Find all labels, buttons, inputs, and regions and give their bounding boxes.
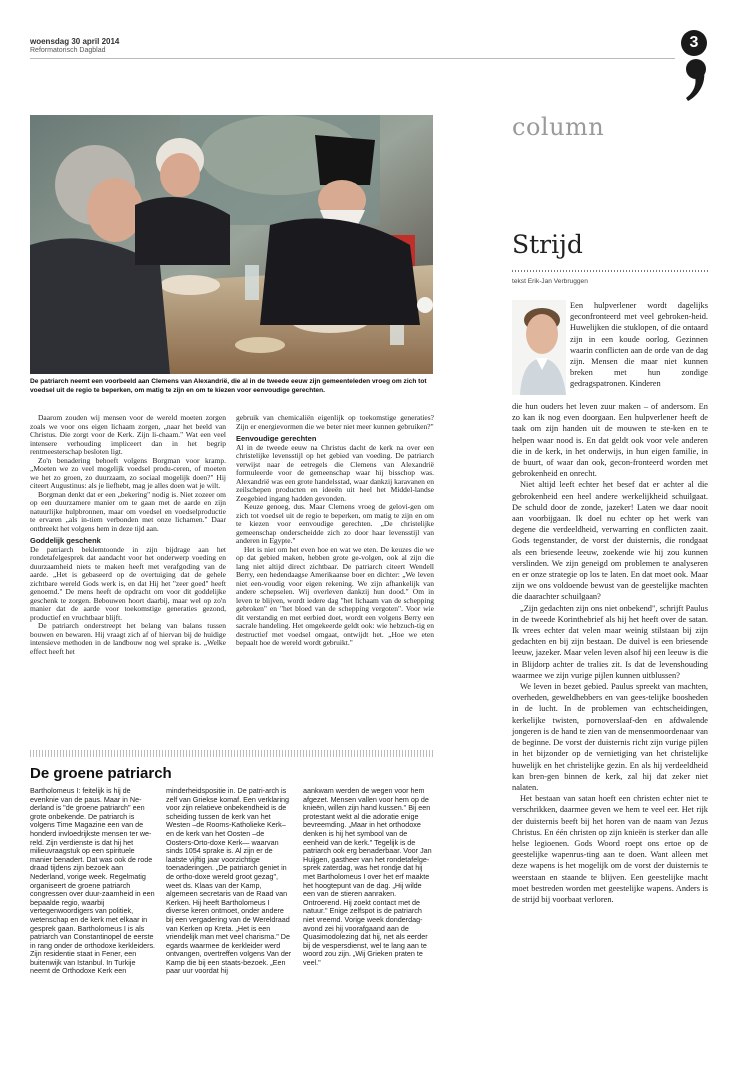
patriarch-dinner-photo [30, 115, 433, 374]
paragraph: Borgman denkt dat er een „bekering" nodig is. Niet zozeer om op een duurzamere manier om te gaan met de aarde en zijn natuurlijke hulpbronnen, maar om voedsel en voedselproductie te ervaren „als in-tiem verbonden met onze lichamen." Daar ontbreekt het volgens hem in deze tijd aan. [30, 489, 226, 533]
paragraph: Zo'n benadering behoeft volgens Borgman voor kramp. „Moeten we zo veel mogelijk voedsel produ-ceren, of moeten we het zo groen, zo duurzaam, zo sociaal mogelijk doen?" Hij citeert Augustinus: als je liefhebt, mag je alles doen wat je wilt. [30, 455, 226, 490]
section-label: column [512, 113, 605, 141]
subheading-eenvoudige-gerechten: Eenvoudige gerechten [236, 434, 317, 443]
page-number: 3 [681, 30, 707, 56]
article-column-2 [236, 414, 434, 648]
paragraph: Bartholomeus I: feitelijk is hij de evenknie van de paus. Maar in Ne-derland is "de groene patriarch" een grote onbekende. De patriarch is volgens Time Magazine een van de honderd invloedrijkste mensen ter we-reld. Zijn verdienste is dat hij het milieuvraagstuk op een spirituele manier benadert. Dat was ook de rode draad tijdens zijn bezoek aan Nederland, vorige week. Regelmatig organiseert de groene patriarch congressen over duur-zaamheid in een bepaalde regio, waarbij vertegenwoordigers van politiek, wetenschap en de kerk met elkaar in gesprek gaan. Bartholomeus I is als patriarch van Constantinopel de eerste in rang onder de orthodoxe kerkleiders. Zijn residentie staat in Fener, een buitenwijk van Istanbul. In Turkije neemt de Orthodoxe Kerk een [30, 786, 156, 976]
column-body [512, 401, 708, 905]
author-portrait [512, 300, 566, 395]
paragraph: Daarom zouden wij mensen voor de wereld moeten zorgen zoals we voor ons eigen lichaam zorgen, „naar het beeld van Christus. Die zorgt voor de Kerk. Zijn li-chaam." Wat een veel intensere verhouding impliceert dan in het begrip rentmeesterschap besloten ligt. [30, 413, 226, 456]
paragraph: Het bestaan van satan hoeft een christen echter niet te verschrikken, daarmee geven we hem te veel eer. Het rijk der duisternis beeft bij het horen van de naam van Jezus Christus. En één christen op zijn knieën is sterker dan alle helse legioenen. Gods Woord roept ons ertoe op de geestelijke wapenrus-ting aan te doen. Want alleen met deze wapens is het mogelijk om de vorst der duisternis te weerstaan en staande te blijven. Een geestelijke macht moet bestreden worden met geestelijke wapens. Anders is de strijd bij voorbaat verloren. [512, 794, 708, 904]
paragraph: Keuze genoeg, dus. Maar Clemens vroeg de gelovi-gen om zich tot voedsel uit de regio te beperken, om matig te zijn en om te kiezen voor eenvoudige gerechten. „De christelijke gemeenschap onderscheidde zich zo door haar levensstijl van anderen in Egypte." [236, 502, 434, 545]
box-column-3 [303, 787, 433, 967]
photo-caption: De patriarch neemt een voorbeeld aan Clemens van Alexandrië, die al in de tweede eeuw zijn gemeenteleden vroeg om zich tot voedsel uit de regio te beperken, om matig te zijn en om te kiezen voor eenvoudige gerechten. [30, 378, 427, 394]
paragraph: Niet altijd leeft echter het besef dat er achter al die gebrokenheid een heel andere werkelijkheid schuilgaat. De schuld door de zonde, jazeker! Laten we daar nooit aan voorbijgaan. Ik doel nu echter op het werk van degene die verdeeldheid, verwarring en conflicten zaait. Gods tegenstander, de vorst der duisternis, die rondgaat als een briesende leeuw, zoekende wie hij zou kunnen verslinden. We zijn geneigd om problemen te analyseren en er onze strategie op los te laten. En dat moet ook. Maar zijn we ons voldoende bewust van de geestelijke machten die daarachter schuilgaan? [512, 480, 708, 602]
paragraph: minderheidspositie in. De patri-arch is zelf van Griekse komaf. Een verklaring voor zijn relatieve onbekendheid is de scheiding tussen de kerk van het Westen –de Rooms-Katholieke Kerk– en de kerk van het Oosten –de Oosters-Orto-doxe Kerk— waarvan sinds 1054 sprake is. Al zijn er de laatste vijftig jaar voorzichtige toenaderingen. „De patriarch geniet in de ortho-doxe wereld groot gezag", weet ds. Klaas van der Kamp, algemeen secretaris van de Raad van Kerken. Hij heeft Bartholomeus I diverse keren ontmoet, onder andere bij een vergadering van de Wereldraad van Kerken op Kreta. „Het is een vriendelijk man met veel charisma." De egards waarmee de kerkleider werd ontvangen, overtreffen volgens Van der Kamp die bij een staats-bezoek. „Een paar uur voordat hij [166, 786, 292, 976]
article-column-1 [30, 414, 226, 656]
paragraph: Een hulpverlener wordt dagelijks geconfronteerd met veel gebroken-heid. Huwelijken die stuklopen, of die ontaard zijn in een koude oorlog. Gezinnen waarin conflicten aan de orde van de dag zijn. Mensen die maar niet kunnen breken met hun zondige gedragspatronen. Kinderen [570, 301, 708, 389]
paragraph: We leven in bezet gebied. Paulus spreekt van machten, overheden, geweldhebbers en van gees-telijke boosheden in de lucht. In de problemen van echtscheidingen, kerkelijke twisten, pornoverslaaf-den en afdwalende jongeren is de hand te zien van de mensenmoordenaar van de beginne. De vorst der duisternis richt zijn vurige pijlen in het bijzonder op de vernietiging van het christelijke huwelijk en het christelijke gezin. En als hij verdeeldheid kan bren-gen binnen de kerk, zal hij dat zeker niet nalaten. [512, 682, 708, 792]
issue-date: woensdag 30 april 2014 [30, 37, 120, 46]
paragraph: „Zijn gedachten zijn ons niet onbekend", schrijft Paulus in de tweede Korinthebrief als hij het heeft over de satan. Ik vrees echter dat velen maar weinig stilstaan bij zijn gedachten en bij zijn bestaan. De duivel is een briesende leeuw, jazeker. Maar velen leven alsof hij een leeuw is die in Blijdorp achter de tralies zit. Is dat de levenshouding waarmee we zijn vurige pijlen kunnen uitblussen? [512, 603, 708, 680]
article-photo [30, 115, 433, 374]
dotted-rule [512, 270, 708, 272]
subheading-goddelijk-geschenk: Goddelijk geschenk [30, 536, 101, 545]
publication-name: Reformatorisch Dagblad [30, 47, 106, 54]
paragraph: die hun ouders het leven zuur maken – of andersom. En zo kan ik nog even doorgaan. Een hulpverlener heeft de taak om zijn handen uit de mouwen te ste-ken en te helpen waar nood is. En dat geldt ook voor vele anderen die in de kerk, in het onderwijs, in hun eigen familie, in de buurt, of waar dan ook, gecon-fronteerd worden met gebrokenheid en onrecht. [512, 402, 708, 479]
hatch-divider [30, 750, 434, 757]
box-title: De groene patriarch [30, 765, 172, 782]
paragraph: aankwam werden de wegen voor hem afgezet. Mensen vallen voor hem op de knieën, willen zijn hand kussen." Bij een protestant wekt al die adoratie enige bevreemding. „Maar in het orthodoxe denken is hij het symbool van de eenheid van de kerk." Tegelijk is de patriarch ook erg benaderbaar. Voor Jan Huijgen, gastheer van het rondetafelge-sprek zaterdag, was het rondje dat hij met Bartholomeus I over het erf maakte het hoogtepunt van de dag. „Hij wilde een van de stieren aanraken. Ontroerend. Hij zoekt contact met de natuur." Enige zelfspot is de patriarch niet vreemd. Vorige week donderdag-avond zei hij voorafgaand aan de Quasimodolezing dat hij, net als eerder bij de vespersdienst, wel te lang aan te woord zou zijn. „Wij Grieken praten te veel." [303, 786, 432, 967]
paragraph: De patriarch beklemtoonde in zijn bijdrage aan het rondetafelgesprek dat aandacht voor het onderwerp voeding en duurzaamheid niets te maken heeft met verafgoding van de aarde. „Het is gebaseerd op de overtuiging dat de gehele zichtbare wereld Gods werk is, en dat Hij het "zeer goed" heeft genoemd." De mens heeft de opdracht om voor dit goddelijke geschenk te zorgen. Bebouwen hoort daarbij, maar wel op zo'n manier dat de aarde voor toekomstige generaties gezond, productief en vruchtbaar blijft. [30, 544, 226, 622]
paragraph: De patriarch onderstreept het belang van balans tussen bouwen en bewaren. Hij vraagt zich af of hiervan bij de huidige intensieve methoden in de landbouw nog wel sprake is. „Welke effect heeft het [30, 621, 226, 656]
box-column-1 [30, 787, 156, 976]
column-intro [570, 300, 708, 390]
comma-logo-icon [684, 58, 708, 102]
paragraph: Het is niet om het even hoe en wat we eten. De keuzes die we op dat gebied maken, hebben grote ge-volgen, ook al zijn die lang niet altijd direct zichtbaar. De patriarch citeert Wendell Berry, een hedendaagse Amerikaanse boer en dichter: „We leven niet een-voudig voor eigen rekening. We zijn afhankelijk van andere schepselen. Wij overleven dankzij hun dood." Om in leven te blijven, wordt iedere dag "het lichaam van de schepping gebroken" en "het bloed van de schepping vergoten". Voor wie dit verstandig en met eerbied doet, wordt een volgens Berry een sacrale handeling. Het omgekeerde geldt ook: wie hebzuch-tig en destructief met voedsel omgaat, ontwijdt het. „Hoe we eten bepaalt hoe de wereld wordt gebruikt." [236, 544, 434, 647]
paragraph: gebruik van chemicaliën eigenlijk op toekomstige generaties? Zijn er energievormen die we beter niet meer kunnen gebruiken?" [236, 413, 434, 431]
paragraph: Al in de tweede eeuw na Christus dacht de kerk na over een christelijke levensstijl op het gebied van voeding. De patriarch verwijst naar de eetregels die Clemens van Alexandrië formuleerde voor de gemeenschap waar hij bisschop was. Alexandrië was een grote handelsstad, waar dankzij karavanen en zeilschepen producten en ideeën uit heel het Middel-landse Zeegebied ingang hadden gevonden. [236, 442, 434, 503]
byline: tekst Erik-Jan Verbruggen [512, 278, 588, 285]
box-column-2 [166, 787, 292, 976]
header-rule [30, 58, 675, 59]
column-title: Strijd [512, 230, 583, 259]
